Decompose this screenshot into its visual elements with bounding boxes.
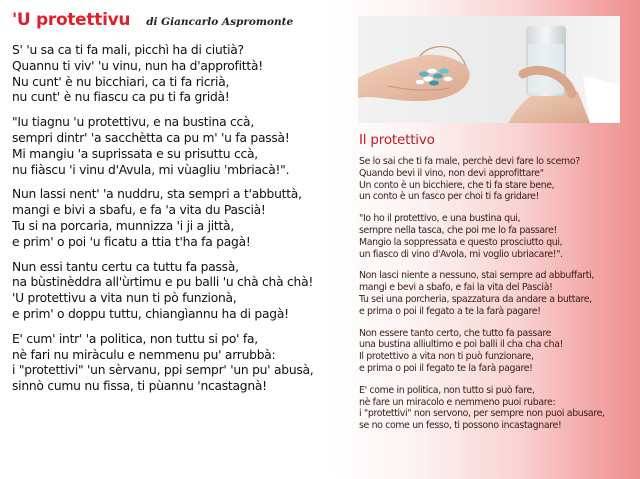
italian-line: Se lo sai che ti fa male, perchè devi fare lo scemo? <box>359 156 580 167</box>
italian-stanza <box>359 385 635 432</box>
dialect-poem-column <box>12 10 342 395</box>
italian-line: e prima o poi il fegato a te la farà pagare! <box>359 305 541 317</box>
dialect-line: sempri dintr' 'a sacchètta ca pu m' 'u fa passà! <box>12 130 290 145</box>
italian-line: e prima o poi il fegato te la farà pagare! <box>359 362 533 374</box>
italian-line: se no come un fesso, ti possono incastagnare! <box>359 420 562 432</box>
italian-stanza <box>359 156 635 203</box>
italian-line: nè fare un miracolo e nemmeno puoi rubare: <box>359 396 556 408</box>
dialect-stanza <box>12 43 342 106</box>
dialect-line: sinnò cumu nu fissa, ti pùannu 'ncastagnà! <box>12 379 267 394</box>
italian-line: Non essere tanto certo, che tutto fa passare <box>359 327 552 339</box>
italian-line: i "protettivi" non servono, per sempre non puoi abusare, <box>359 408 605 420</box>
dialect-stanza <box>12 260 342 323</box>
italian-stanza <box>359 270 635 317</box>
dialect-stanza <box>12 187 342 250</box>
italian-line: E' come in politica, non tutto si può fare, <box>359 384 535 396</box>
italian-poem <box>359 156 635 432</box>
italian-line: Mangio la soppressata e questo prosciutto qui, <box>359 236 563 248</box>
italian-line: "Io ho il protettivo, e una bustina qui, <box>359 213 521 225</box>
photo-illustration <box>358 16 620 123</box>
dialect-line: i "protettivi" 'un sèrvanu, ppi sempr' 'un pu' abusà, <box>12 363 314 378</box>
italian-line: una bustina alliultimo e poi balli il cha cha cha! <box>359 339 564 351</box>
dialect-line: Nun essi tantu certu ca tuttu fa passà, <box>12 259 239 274</box>
dialect-line: Mi mangiu 'a suprissata e su prisuttu ccà, <box>12 146 258 161</box>
italian-line: sempre nella tasca, che poi me lo fa passare! <box>359 224 557 236</box>
italian-line: Non lasci niente a nessuno, stai sempre ad abbuffarti, <box>359 270 594 282</box>
dialect-line: Nu cunt' è nu bicchiari, ca ti fa ricrià, <box>12 74 230 89</box>
italian-line: un conto è un fasco per choi ti fa gridare! <box>359 191 539 203</box>
dialect-line: nu cunt' è nu fiascu ca pu ti fa gridà! <box>12 90 230 105</box>
dialect-line: na bùstinèddra all'ùrtimu e pu balli 'u chà chà chà! <box>12 275 314 290</box>
italian-line: Un conto è un bicchiere, che ti fa stare bene, <box>359 179 555 191</box>
italian-line: Tu sei una porcheria, spazzatura da andare a buttare, <box>359 293 592 305</box>
author-byline: di Giancarlo Aspromonte <box>146 16 294 28</box>
header <box>12 10 342 30</box>
dialect-line: 'U protettivu a vita nun ti pò funzionà, <box>12 291 237 306</box>
dialect-line: "Iu tiagnu 'u protettivu, e na bustina ccà, <box>12 115 255 130</box>
dialect-line: Tu si na porcaria, munnizza 'i ji a jittà, <box>12 218 234 233</box>
dialect-line: Nun lassi nent' 'a nuddru, sta sempri a t'abbuttà, <box>12 187 302 202</box>
dialect-line: S' 'u sa ca ti fa mali, picchì ha di ciutià? <box>12 43 244 57</box>
dialect-stanza <box>12 332 342 395</box>
italian-stanza <box>359 328 635 375</box>
italian-line: un fiasco di vino d'Avola, mi voglio ubriacare!". <box>359 248 563 260</box>
hand-pills-water-photo <box>358 16 620 123</box>
dialect-line: e prim' o doppu tuttu, chiangìannu ha di pagà! <box>12 306 289 321</box>
dialect-line: E' cum' intr' 'a politica, non tuttu si po' fa, <box>12 331 258 346</box>
dialect-line: Quannu ti viv' 'u vinu, nun ha d'approfittà! <box>12 58 263 73</box>
dialect-line: nu fiàscu 'i vinu d'Avula, mi vùagliu 'mbriacà!". <box>12 162 290 177</box>
italian-line: Il protettivo a vita non ti può funzionare, <box>359 351 534 363</box>
italian-line: mangi e bevi a sbafo, e fai la vita del Pascià! <box>359 282 553 294</box>
poem-title: 'U protettivu <box>12 10 131 30</box>
italian-stanza <box>359 213 635 260</box>
dialect-line: e prim' o poi 'u ficatu a ttia t'ha fa pagà! <box>12 234 251 249</box>
dialect-line: mangi e bivi a sbafu, e fa 'a vita du Pascià! <box>12 203 266 218</box>
italian-line: Quando bevi il vino, non devi approfittare" <box>359 167 544 179</box>
dialect-poem <box>12 43 342 395</box>
dialect-stanza <box>12 115 342 178</box>
dialect-line: nè fari nu miràculu e nemmenu pu' arrubbà: <box>12 347 276 362</box>
italian-poem-title: Il protettivo <box>359 132 435 148</box>
italian-poem-column <box>359 132 635 432</box>
